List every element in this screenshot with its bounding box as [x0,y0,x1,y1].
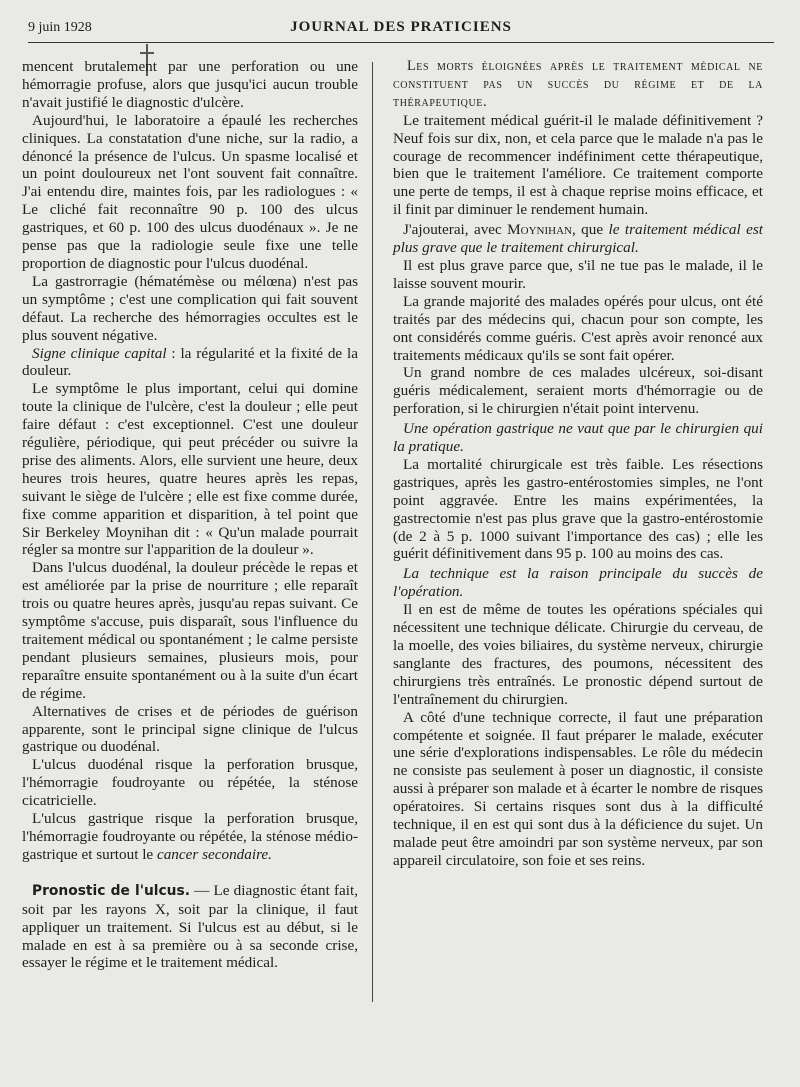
paragraph [393,221,763,257]
paragraph: Il est plus grave parce que, s'il ne tue pas le malade, il le laisse souvent mourir. [393,256,763,292]
emphasis-text: Signe clinique capital [32,344,167,362]
paragraph: L'ulcus duodénal risque la perforation brusque, l'hémorragie foudroyante ou répétée, la sténose cicatricielle. [22,756,358,810]
page-header [28,18,774,43]
paragraph: Aujourd'hui, le laboratoire a épaulé les recherches cliniques. La constatation d'une niche, sur la radio, a dénoncé la présence de l'ulcus. Un spasme localisé et un point douloureux net l'ont souvent fait connaître. J'ai entendu dire, maintes fois, par les radiologues : « Le cliché fait reconnaître 90 p. 100 des ulcus gastriques, et 60 p. 100 des ulcus duodénaux ». Je ne pense pas que la radiologie seule fixe une telle proportion de diagnostic pour l'ulcus duodénal. [22,111,358,272]
paragraph [22,810,358,864]
paragraph: Alternatives de crises et de périodes de guérison apparente, sont le principal signe clinique de l'ulcus gastrique ou duodénal. [22,702,358,756]
paragraph: La gastrorragie (hématémèse ou mélœna) n'est pas un symptôme ; c'est une complication qui fait souvent défaut. La recherche des hémorragies occultes est le plus souvent négative. [22,272,358,344]
paragraph [22,882,358,973]
right-column [393,58,763,870]
issue-date: 9 juin 1928 [28,20,92,35]
paragraph: Le traitement médical guérit-il le malade définitivement ? Neuf fois sur dix, non, et cela parce que le malade n'a pas le courage de recommencer indéfiniment cette thérapeutique, bien que le traitement l'améliore. Ce traitement comporte une perte de temps, il est à chaque reprise moins efficace, et il finit par diminuer le rendement humain. [393,111,763,219]
column-rule [372,62,373,1002]
paragraph: Un grand nombre de ces malades ulcéreux, soi-disant guéris médicalement, seraient morts d'hémorragie ou de perforation, si le chirurgien n'était point intervenu. [393,364,763,418]
section-heading: Une opération gastrique ne vaut que par le chirurgien qui la pratique. [393,420,763,456]
paragraph-text: : la régularité et la fixité de la douleur. [22,344,358,380]
section-heading: La technique est la raison principale du succès de l'opération. [393,565,763,601]
section-heading: Pronostic de l'ulcus. [32,882,190,899]
paragraph-text: L'ulcus gastrique risque la perforation brusque, l'hémorragie foudroyante ou répétée, la sténose médio-gastrique et surtout le [22,810,358,863]
paragraph: A côté d'une technique correcte, il faut une préparation compétente et soignée. Il faut préparer le malade, exécuter une série d'explorations indispensables. Le rôle du médecin ne consiste pas seulement à poser un diagnostic, il consiste aussi à préparer son malade et à écarter le nombre de risques opératoires. Si certains risques sont dus à la difficulté technique, il en est qui sont dus à la déficience du sujet. Un malade peut être amoindri par son système nerveux, par son appareil circulatoire, son foie et ses reins. [393,708,763,869]
emphasis-text: le traitement médical est plus grave que le traitement chirurgical. [393,221,763,257]
author-name: Moynihan [507,221,572,239]
paragraph: La grande majorité des malades opérés pour ulcus, ont été traités par des médecins qui, chacun pour son compte, les ont considérés comme guéris. C'est après avoir renoncé aux traitements médicaux qu'ils se sont fait opérer. [393,292,763,364]
paragraph: Dans l'ulcus duodénal, la douleur précède le repas et est améliorée par la prise de nourriture ; elle reparaît trois ou quatre heures après, jusqu'au repas suivant. Ce symptôme s'accuse, puis disparaît, sous l'influence du traitement médical ou spontanément ; le calme persiste pendant plusieurs semaines, plusieurs mois, pour reparaître ensuite spontanément ou à la suite d'un écart de régime. [22,559,358,702]
paragraph: Il en est de même de toutes les opérations spéciales qui nécessitent une technique délicate. Chirurgie du cerveau, de la moelle, des voies biliaires, du système nerveux, chirurgie sanglante des fractures, des poumons, nécessitent des chirurgiens très entraînés. Le pronostic dépend surtout de l'entraînement du chirurgien. [393,601,763,708]
paragraph-text: J'ajouterai, avec [403,221,508,239]
paragraph: Le symptôme le plus important, celui qui domine toute la clinique de l'ulcère, c'est la douleur ; elle peut faire défaut : c'est exceptionnel. C'est une douleur régulière, périodique, qui peut précéder ou suivre la prise des aliments. Alors, elle survient une heure, deux heures trois heures, quatre heures après les repas, suivant le siège de l'ulcère ; elle est fixe comme durée, fixe comme apparition et disparition, à tel point que Sir Berkeley Moynihan dit : « Qu'un malade pourrait régler sa montre sur l'apparition de la douleur ». [22,380,358,559]
paragraph [22,345,358,381]
paragraph-text: — Le diagnostic étant fait, soit par les rayons X, soit par la clinique, il faut appliquer un traitement. Si l'ulcus est au début, si le malade en est à sa première ou à sa seconde crise, essayer le régime et le traitement médical. [22,881,358,972]
left-column [22,58,358,972]
section-heading: Les morts éloignées après le traitement médical ne constituent pas un succès du régime et de la thérapeutique. [393,58,763,110]
journal-title: JOURNAL DES PRATICIENS [290,19,512,35]
paragraph: La mortalité chirurgicale est très faible. Les résections gastriques, après les gastro-entérostomies simples, ne l'ont point aggravée. Entre les mains expérimentées, la gastrectomie n'est pas plus grave que la gastro-entérostomie (de 2 à 5 p. 1000 suivant l'importance des cas) ; elle les guérit définitivement dans 95 p. 100 au moins des cas. [393,455,763,563]
emphasis-text: cancer secondaire. [156,845,272,863]
paragraph-text: , que [572,221,609,239]
paragraph: mencent brutalement par une perforation ou une hémorragie profuse, alors que jusqu'ici aucun trouble n'avait justifié le diagnostic d'ulcère. [22,58,358,111]
